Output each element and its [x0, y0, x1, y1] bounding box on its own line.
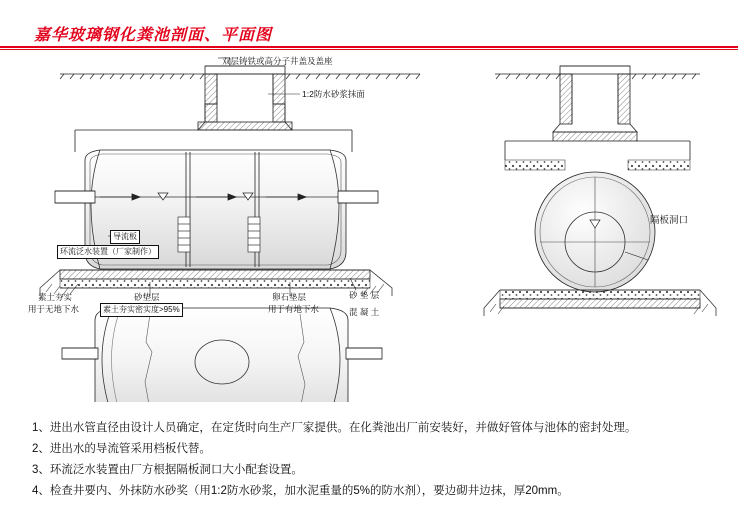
note-item-3: 3、环流泛水装置由厂方根据隔板洞口大小配套设置。 — [32, 464, 303, 476]
label-baffle: 导流板 — [110, 230, 140, 244]
note-item-2: 2、进出水的导流管采用档板代替。 — [32, 443, 211, 455]
title-divider-thin — [0, 49, 738, 50]
label-sand-bed: 砂 垫 层 — [349, 290, 380, 300]
label-ring-flow-device: 环流泛水装置（厂家制作） — [57, 245, 159, 259]
note-item-1: 1、进出水管直径由设计人员确定，在定货时向生产厂家提供。在化粪池出厂前安装好，并做好管体与池体的密封处理。 — [32, 422, 637, 434]
drawing-svg — [0, 52, 738, 402]
note-item-4: 4、检查井要内、外抹防水砂奖（用1:2防水砂浆，加水泥重量的5%的防水剂），要边砌井边抹，厚20mm。 — [32, 485, 569, 497]
page-title: 嘉华玻璃钢化粪池剖面、平面图 — [34, 27, 273, 44]
label-pebble-cushion-sub: 用于有地下水 — [268, 304, 320, 314]
label-concrete: 混 凝 土 — [349, 307, 380, 317]
label-mortar-plaster: 1:2防水砂浆抹面 — [302, 89, 365, 99]
label-pebble-cushion: 卵石垫层 — [272, 292, 307, 302]
label-sand-layer: 砂垫层 — [134, 292, 160, 302]
title-divider — [0, 46, 738, 48]
label-plain-soil: 素土夯实 — [38, 292, 73, 302]
label-partition-hole: 隔板洞口 — [650, 215, 689, 226]
notes-list — [32, 418, 722, 502]
label-plain-soil-sub: 用于无地下水 — [28, 304, 80, 314]
label-manhole-cover: 双层铸铁或高分子井盖及盖座 — [222, 56, 333, 66]
technical-drawing — [0, 52, 738, 402]
label-sand-layer-sub: 素土夯实密实度>95% — [100, 303, 183, 317]
